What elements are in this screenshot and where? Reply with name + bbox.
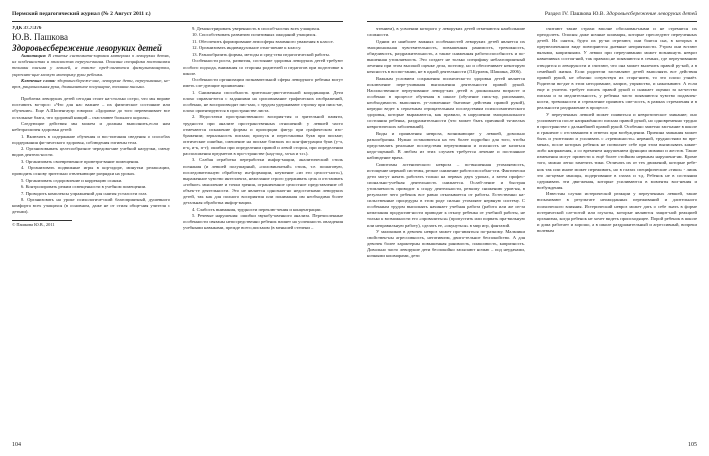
body-paragraph: считают такие страхи вполне обоснован-ными и не стремятся их преодолеть. Опасны даже ночные кошмары, которые преследуют переученных детей. Их снятся, будто их ру-ки отрезают, они боятся сна, в которых в преувеличенном виде повторяются дневные неприятности. Утром они встают вялыми, капризными. У левши при переучивании может возникнуть невроз навязчивых состоя-ний, так правило,не появляются в семьях, где переучиванию отводится и леворукости и считают, что она может вылечить правой ру-кой, а в семейной жизни. Если родители заставляют детей выполнять все действия правой рукой, не обычно сочувствуя их стара-нием, то это плохо узнаёт. Родители ви-дят в этом негодование, каприз, упрямство, и наказывают. А если еще и учитель требует писать правой рукой и снижает оценки за ка-чество письма и за медлительность, у ребенка часто появляются чувство подавлен-ности, тревожности и стремление проявить сме-лость, в рамках стремления и в реальности раздражение в процессе. [537,26,697,111]
body-paragraph: 2. Недостатки пространственного восприя-тия и зрительной памяти, трудности при анализе пространственных отношений: у левшей часто отмечаются искажение формы и пропорции фигур при графическом изо-бражении; зеркальность письма; пропуск и перестановка букв при письме; оптические ошибки, смешение на письме близких по кон-фигурации букв (у-ч, и-ц, и-к, п-т); ошибки при определении правой и левой сторон, при определении расположения предметов в про-странстве (над-под, за-на и т.п.). [183,114,343,156]
left-column-2-body [183,26,343,231]
body-paragraph: 4. Слабость внимания, трудности переклю-чения и концентрации. [192,206,322,212]
header-rule-right [367,21,697,22]
body-paragraph: 3. Слабая отработка переработки инфор-мации, аналитический стиль познания (и левшей полушарный, «половинчатый» стиль, т.е. пошаговую, последовательную обработку ин-формации, неумение «из его целост-ного»), выраженное чувство интеллекта, нежелание строго удерживать цель и отстаивать «гибкое» мышление и точки зрения, ограниченное целостное представление об объек-те деятельности. Это не является однознач-но недостатками леворуких детей, так как для полного восприятия или понимания им необходима более детальная обработка инфор-мации. [183,157,343,206]
left-column-1 [12,26,170,438]
right-column-2 [537,26,697,438]
body-paragraph: 1. Сниженная способность зрительно-дви-гательной координации. Дети плохо справля-ются с заданиями на срисовывание графических изображений, особенно, не воспроизводят пис-ьмо, с трудом удерживают строчку при пись-ме, плохо ориентируются в пространстве листа. [183,89,343,113]
body-paragraph: чтением), в усвоении которого у леворуких детей отмечаются наибольшие сложности. [367,26,525,38]
body-paragraph: У переученных левшей может появиться и невротическое заикание; оно усиливается после напряжённого письма правой рукой, но одновременно трудно в пространстве с дальнейшей правой рукой. Особенно заметно заи-кание в школе и граничит с отставанием в ответах при возбуждении. Причина заикания может быть и учителями и усиливать с «тревожность» нервной, трудностями во вре-менах, после которых ребенок не позволяет себе при этом выписывать какие-либо напряжения, а со временем нарушением функции мимики и жестов. Такие изменения могут привести к ещё более стойким нервным нарушени-ям. Кроме того, можно легко заметить тики. Отличать их от тех движений, которые ребе-нок так или иначе может переживать, но в глазах специфические «тики» - лишь это ли-цевые мышцы, подергивание в глазах и т.д. Ребенок не в состоянии сдерживать эти дви-жения, которые усиливаются в моменты вол-нения и возбуждения. [537,111,697,190]
body-paragraph: 5. Организовать оздоровление и коррекцию осанки. [21,177,123,183]
right-column-1-body [367,26,525,260]
page-number-left: 104 [12,442,21,448]
body-paragraph: 7. Проводить комплексы упражнений для снятия усталости глаз. [21,190,148,196]
page-number-right: 105 [688,442,697,448]
body-paragraph: 11. Обеспечить формирование атмосферы взаимного уважения в классе. [192,38,334,44]
right-page [355,0,709,456]
body-paragraph: Особенности организации познавательной сферы леворукого ребенка могут иметь сле-дующие проявления: [183,77,343,89]
running-head-title: Здоровьесбережение леворуких детей [606,11,697,17]
body-paragraph: 3. Организовать своевременное проветри-вание помещения. [21,158,140,164]
running-head-section: Раздел IV. [544,11,569,17]
body-paragraph: Одним из наиболее важных особенностей леворуких детей является их эмоциональная чувствительность, повышенная ранимость, тревожность, обидчивость, раздражительность, а также сниженная работоспособность и по-вышенная утомляемость. Это создает не только специфику неблагоприятный лечения при этом высокой оценке дела, поэтому, но и обеспечивает некоторую неясность в воспи-тании, не в одной деятельности (Л.Бурлюк, Шашина, 2006). [367,38,525,75]
body-paragraph: У мальчиков в девочек невроз может про-являться по-разному. Мальчики свойствен-ны агрессивность, негативизм, двига-тельное беспокойство. А для девочек более характерны повышенная ранимость, плаксивость, капризность. Довольно часто леворукие дети беспокойно засыпают ночью – под неудачами, ночными кошмарами, дети [367,229,525,259]
body-paragraph: Проблема леворуких детей сегодня стоит на-столько остро, что мы вправе поставить во-прос: «Что для нас важнее – их физическое состояние или обучение». Еще А.Шопенгауэр говорил: «Здоровье до того перевешивает все остальные блага, что здоровый нищий – счастливее больного короля». [12,96,170,120]
left-column-2 [183,26,343,438]
body-paragraph: 8. Организовать на уроке психологиче-ский благоприятный, душевного комфорта всех учащихся (в основном, даже не от стиля обще-ния учителя с детьми). [12,197,170,215]
copyright-footnote: © Пашкова Ю.В., 2011 [12,221,55,227]
left-column-1-body [12,96,170,215]
body-paragraph: Виды и проявления невроза, возникающие у левшей, довольно разнообразны. Нужно остановиться на тех более подробно для того, чтобы представлять реальные последствия переучивания и опасность не казаться недо-оценкой. В любом из этих случаев требуется лечение и постоянное наблюдение врача. [367,130,525,161]
abstract-text: В статье системати-зирован материал о леворуких детях, их особенностях и опасностях переучи-вания. Описана специфика постановки техники письма у левшей, а также пред-лагаются физкультминутки, укрепляю-щие мелкую моторику руки ребенка. [12,53,170,77]
body-paragraph: 5. Речевые нарушения: ошибки звукобу-квенного анализа. Перечисленные особенности связаны непосредственно ребенок влияет на успешность овладения учебными навыками, прежде всего,письмом (в меньшей степени – [183,213,343,231]
abstract [12,53,170,77]
body-paragraph: Следующие действия мы можем и должны выполнить,если нам небезразличен здоровья детей: [12,120,170,133]
header-rule-left [12,21,343,22]
body-paragraph: 12. Организовать индивидуальное отно-шение к классу. [192,45,302,51]
body-paragraph: 6. Контролировать режим освещенности в учебном помещении. [21,184,147,190]
right-column-1 [367,26,525,438]
keywords-text: здоровьесбереже-ние, леворукие дети, переучивание, не-вроз, рациональная рука, доминантное полушарие, техника письма. [12,78,170,90]
body-paragraph: 13. Разнообразить формы, методы и сред-ства педагогической работы. [192,51,330,57]
keywords-label: Ключевые слова: [21,78,56,84]
running-head-left: Пермский педагогический журнал (№ 2 Август 2011 г.) [12,11,151,17]
body-paragraph: 4. Организовать подвижные игры в кор-идоре, минутки релаксации, проводить основу зрительно отвлекающие разрядки на уроках. [12,165,170,177]
running-head-right [545,11,697,18]
udc-code: УДК 37.7:376 [12,26,42,31]
abstract-label: Аннотация: [21,53,47,59]
running-head-author: Пашкова Ю.В. [570,11,605,17]
body-paragraph: Важным условием сохранения психическо-го здоровья детей является исключение пере-учивания выполнения деятельности правой рукой. Насильственное переучивание левору-ких детей в дошкольном возрасте и особенно в процессе обучения в школе (обучение пись-му, рисованию, необходимость выполнять уг-ловленные бытовые действия правой рукой), нередко ведет к серьезным отрицательным последствиям психосоматического здоровья, которые выражаются, как правило, в нарушении эмоционального состояния ребенка, раздражительности (что может быть причиной тя-желых невротических заболеваний). [367,75,525,130]
body-paragraph: 10. Способствовать развитию позитивных ожиданий учащихся. [192,32,317,38]
body-paragraph: Особенности роста, развития, состояние здоровья леворуких детей требуют особого подхода, внимания со стороны родителей и педагогов при подготовке к школе. [183,58,343,76]
body-paragraph: Известны случаи истерической реакции у переученных левшей, такие вспыхивают в результате неожиданных переживаний и длительного психического влияния. Истерический невроз может дать о себе знать в форме истерической сле-потой или глухоты, которые являются защит-ной реакцией организма, когда ребенок не хочет видеть происходящее. Порой ребенок в школе и дома работает и хорошо, а в школе раздражительный и агрессивный, вопреки волевым [537,191,697,233]
body-paragraph: 1. Включать в содержание обучения и вос-питания сведения о способах поддержания фи-зического здоровья, соблюдения гигиены тела. [12,133,170,145]
article-author: Ю.В. Пашкова [12,32,68,43]
body-paragraph: Симптомы астенического невроза – по-вышенная утомляемость, истощение нервной системы, резкое снижение работоспособно-сти. Фактически дети могут начать работать только на первых двух уроках, а затем профес-сионально-учебная деятельность снижается. Ослаб-ление и быстрая утомляемость приводит к спаду деятельности, резкому снижению уров-ня, в результате чего ребенок все равно отказывается от работы. Естественно на-сильственные процедуры в этом роде сильно утомляют нервную систему. С особенным трудом выполнять начинает учебная работа (работа или же из-за нежелания продуктив-ности приводят к отказу ребенка от учебной работы, не только к возможности его «провалиться» (пропустить или порвать пра-вильную или неправильную работу), сделать ее, «окунуться» в мир игр, фантазий. [367,161,525,228]
body-paragraph: 2. Организовывать целесообразное чередова-ние учебной нагрузки, смену видов деятель-ности. [12,146,170,158]
keywords [12,78,170,90]
article-title: Здоровьесбережение леворуких детей [12,42,162,53]
right-column-2-body [537,26,697,234]
body-paragraph: 9. Демонстрировать уверенность в способ-ностях всех учащихся. [192,26,321,31]
footnote-rule [12,220,72,221]
